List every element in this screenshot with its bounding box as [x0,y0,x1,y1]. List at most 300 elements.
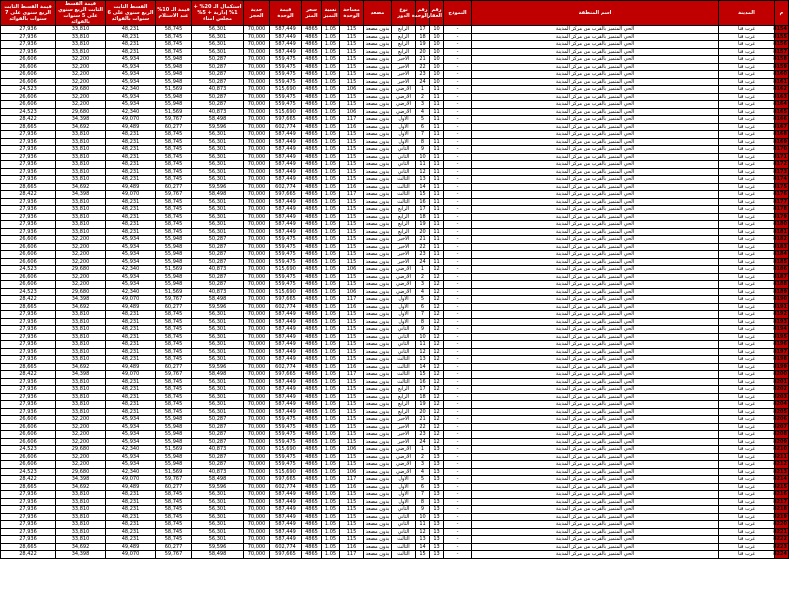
cell-unit-number[interactable]: 23 [416,71,430,79]
cell-city[interactable]: غرب قنا [719,266,775,274]
cell-completion-20pct[interactable]: 40,873 [192,446,244,454]
cell-elevator[interactable]: بدون مصعد [364,131,392,139]
cell-booking-deposit[interactable]: 70,000 [244,183,270,191]
cell-installment-7y[interactable]: 27,936 [1,221,56,229]
cell-installment-5y[interactable]: 33,810 [56,198,106,206]
cell-unit-number[interactable]: 6 [416,303,430,311]
cell-installment-6y[interactable]: 48,231 [106,536,156,544]
cell-unit-number[interactable]: 10 [416,513,430,521]
cell-completion-20pct[interactable]: 56,301 [192,48,244,56]
cell-unit-value[interactable]: 587,449 [270,401,302,409]
cell-model[interactable]: - [444,131,472,139]
cell-installment-6y[interactable]: 42,340 [106,468,156,476]
cell-building-number[interactable]: 10 [430,71,444,79]
cell-serial[interactable]: 8157 [773,48,787,55]
cell-premium-ratio[interactable]: 1.05 [322,221,340,229]
cell-serial[interactable]: 8179 [773,213,787,220]
cell-model[interactable]: - [444,356,472,364]
cell-serial[interactable]: 8187 [773,273,787,280]
cell-installment-7y[interactable]: 26,606 [1,423,56,431]
cell-unit-area[interactable]: 115 [340,378,364,386]
cell-unit-value[interactable]: 597,665 [270,116,302,124]
cell-unit-number[interactable]: 6 [416,483,430,491]
cell-completion-20pct[interactable]: 56,301 [192,146,244,154]
cell-installment-5y[interactable]: 34,692 [56,303,106,311]
cell-on-delivery-10pct[interactable]: 58,745 [156,386,192,394]
cell-installment-5y[interactable]: 33,810 [56,528,106,536]
cell-model[interactable]: - [444,393,472,401]
cell-booking-deposit[interactable]: 70,000 [244,468,270,476]
cell-meter-price[interactable]: 4865 [302,123,322,131]
cell-model[interactable]: - [444,258,472,266]
cell-serial[interactable]: 8159 [773,63,787,70]
cell-meter-price[interactable]: 4865 [302,138,322,146]
cell-unit-value[interactable]: 602,774 [270,543,302,551]
cell-zone-name[interactable]: الحي المتميز بالقرب من مركز المدينة [472,123,719,131]
cell-unit-number[interactable]: 22 [416,63,430,71]
cell-completion-20pct[interactable]: 58,498 [192,191,244,199]
cell-installment-7y[interactable]: 28,422 [1,371,56,379]
cell-completion-20pct[interactable]: 56,301 [192,393,244,401]
cell-booking-deposit[interactable]: 70,000 [244,453,270,461]
cell-elevator[interactable]: بدون مصعد [364,258,392,266]
cell-installment-7y[interactable]: 27,936 [1,386,56,394]
cell-model[interactable]: - [444,483,472,491]
cell-unit-value[interactable]: 559,475 [270,236,302,244]
cell-unit-value[interactable]: 587,449 [270,491,302,499]
cell-installment-7y[interactable]: 27,936 [1,491,56,499]
cell-unit-number[interactable]: 24 [416,258,430,266]
cell-unit-number[interactable]: 3 [416,281,430,289]
cell-completion-20pct[interactable]: 40,873 [192,86,244,94]
cell-premium-ratio[interactable]: 1.05 [322,393,340,401]
cell-serial[interactable]: 8199 [773,363,787,370]
cell-installment-6y[interactable]: 48,231 [106,378,156,386]
cell-unit-number[interactable]: 18 [416,213,430,221]
cell-premium-ratio[interactable]: 1.05 [322,401,340,409]
cell-unit-value[interactable]: 587,449 [270,311,302,319]
cell-on-delivery-10pct[interactable]: 60,277 [156,123,192,131]
cell-floor-type[interactable]: الرابع [392,408,416,416]
cell-premium-ratio[interactable]: 1.05 [322,416,340,424]
cell-installment-6y[interactable]: 49,489 [106,543,156,551]
cell-booking-deposit[interactable]: 70,000 [244,461,270,469]
cell-meter-price[interactable]: 4865 [302,296,322,304]
cell-unit-value[interactable]: 587,449 [270,513,302,521]
cell-floor-type[interactable]: الأول [392,491,416,499]
cell-elevator[interactable]: بدون مصعد [364,236,392,244]
cell-unit-area[interactable]: 115 [340,423,364,431]
cell-elevator[interactable]: بدون مصعد [364,326,392,334]
cell-zone-name[interactable]: الحي المتميز بالقرب من مركز المدينة [472,63,719,71]
cell-elevator[interactable]: بدون مصعد [364,491,392,499]
cell-on-delivery-10pct[interactable]: 55,948 [156,258,192,266]
cell-unit-value[interactable]: 587,449 [270,228,302,236]
cell-meter-price[interactable]: 4865 [302,63,322,71]
cell-installment-5y[interactable]: 32,200 [56,438,106,446]
cell-model[interactable]: - [444,378,472,386]
cell-building-number[interactable]: 12 [430,296,444,304]
cell-completion-20pct[interactable]: 40,873 [192,266,244,274]
cell-floor-type[interactable]: الأرضي [392,453,416,461]
cell-meter-price[interactable]: 4865 [302,258,322,266]
cell-unit-value[interactable]: 587,449 [270,33,302,41]
cell-installment-7y[interactable]: 26,606 [1,56,56,64]
cell-elevator[interactable]: بدون مصعد [364,56,392,64]
cell-unit-area[interactable]: 106 [340,266,364,274]
cell-installment-6y[interactable]: 49,489 [106,123,156,131]
cell-serial[interactable]: 8215 [773,483,787,490]
cell-serial[interactable]: 8180 [773,221,787,227]
cell-on-delivery-10pct[interactable]: 58,745 [156,521,192,529]
cell-installment-7y[interactable]: 27,936 [1,153,56,161]
cell-on-delivery-10pct[interactable]: 59,767 [156,191,192,199]
cell-unit-value[interactable]: 559,475 [270,258,302,266]
cell-meter-price[interactable]: 4865 [302,116,322,124]
cell-unit-number[interactable]: 8 [416,498,430,506]
cell-unit-number[interactable]: 10 [416,153,430,161]
cell-installment-7y[interactable]: 27,936 [1,348,56,356]
cell-floor-type[interactable]: الأرضي [392,266,416,274]
cell-meter-price[interactable]: 4865 [302,176,322,184]
cell-premium-ratio[interactable]: 1.05 [322,476,340,484]
cell-completion-20pct[interactable]: 56,301 [192,213,244,221]
cell-installment-7y[interactable]: 26,606 [1,93,56,101]
cell-premium-ratio[interactable]: 1.05 [322,521,340,529]
cell-installment-7y[interactable]: 28,665 [1,543,56,551]
cell-model[interactable]: - [444,453,472,461]
cell-elevator[interactable]: بدون مصعد [364,41,392,49]
cell-building-number[interactable]: 11 [430,243,444,251]
cell-zone-name[interactable]: الحي المتميز بالقرب من مركز المدينة [472,281,719,289]
cell-model[interactable]: - [444,78,472,86]
cell-installment-5y[interactable]: 33,810 [56,536,106,544]
cell-booking-deposit[interactable]: 70,000 [244,191,270,199]
cell-model[interactable]: - [444,281,472,289]
cell-unit-number[interactable]: 11 [416,521,430,529]
cell-building-number[interactable]: 13 [430,513,444,521]
cell-zone-name[interactable]: الحي المتميز بالقرب من مركز المدينة [472,71,719,79]
cell-elevator[interactable]: بدون مصعد [364,86,392,94]
cell-city[interactable]: غرب قنا [719,446,775,454]
cell-installment-7y[interactable]: 26,606 [1,243,56,251]
cell-elevator[interactable]: بدون مصعد [364,528,392,536]
cell-floor-type[interactable]: الثاني [392,348,416,356]
cell-floor-type[interactable]: الأخير [392,431,416,439]
cell-unit-number[interactable]: 4 [416,468,430,476]
cell-completion-20pct[interactable]: 50,287 [192,71,244,79]
cell-on-delivery-10pct[interactable]: 51,569 [156,86,192,94]
cell-zone-name[interactable]: الحي المتميز بالقرب من مركز المدينة [472,78,719,86]
cell-on-delivery-10pct[interactable]: 58,745 [156,153,192,161]
cell-model[interactable]: - [444,251,472,259]
cell-unit-number[interactable]: 9 [416,326,430,334]
cell-installment-7y[interactable]: 27,936 [1,333,56,341]
cell-installment-7y[interactable]: 28,665 [1,483,56,491]
cell-on-delivery-10pct[interactable]: 59,767 [156,116,192,124]
cell-installment-7y[interactable]: 27,936 [1,536,56,544]
cell-unit-area[interactable]: 115 [340,453,364,461]
cell-installment-7y[interactable]: 28,665 [1,183,56,191]
cell-serial[interactable]: 8158 [773,56,787,62]
cell-unit-value[interactable]: 559,475 [270,453,302,461]
cell-booking-deposit[interactable]: 70,000 [244,341,270,349]
cell-completion-20pct[interactable]: 50,287 [192,281,244,289]
cell-installment-5y[interactable]: 32,200 [56,273,106,281]
cell-elevator[interactable]: بدون مصعد [364,281,392,289]
cell-meter-price[interactable]: 4865 [302,521,322,529]
cell-model[interactable]: - [444,536,472,544]
cell-unit-area[interactable]: 115 [340,536,364,544]
cell-unit-number[interactable]: 12 [416,168,430,176]
cell-city[interactable]: غرب قنا [719,543,775,551]
cell-installment-5y[interactable]: 32,200 [56,461,106,469]
cell-installment-6y[interactable]: 48,231 [106,153,156,161]
cell-city[interactable]: غرب قنا [719,33,775,41]
cell-booking-deposit[interactable]: 70,000 [244,266,270,274]
cell-zone-name[interactable]: الحي المتميز بالقرب من مركز المدينة [472,423,719,431]
cell-installment-5y[interactable]: 33,810 [56,213,106,221]
cell-model[interactable]: - [444,198,472,206]
cell-unit-area[interactable]: 115 [340,258,364,266]
cell-meter-price[interactable]: 4865 [302,161,322,169]
cell-building-number[interactable]: 13 [430,453,444,461]
cell-serial[interactable]: 8194 [773,326,787,332]
cell-completion-20pct[interactable]: 56,301 [192,378,244,386]
cell-installment-7y[interactable]: 28,422 [1,191,56,199]
cell-premium-ratio[interactable]: 1.05 [322,116,340,124]
cell-installment-7y[interactable]: 26,606 [1,416,56,424]
cell-unit-value[interactable]: 587,449 [270,213,302,221]
cell-meter-price[interactable]: 4865 [302,191,322,199]
cell-completion-20pct[interactable]: 50,287 [192,78,244,86]
cell-installment-5y[interactable]: 34,398 [56,551,106,559]
cell-floor-type[interactable]: الرابع [392,386,416,394]
cell-floor-type[interactable]: الثاني [392,528,416,536]
cell-zone-name[interactable]: الحي المتميز بالقرب من مركز المدينة [472,416,719,424]
cell-serial[interactable]: 8154 [773,26,787,32]
cell-unit-number[interactable]: 8 [416,138,430,146]
cell-building-number[interactable]: 10 [430,78,444,86]
cell-installment-5y[interactable]: 33,810 [56,48,106,56]
cell-serial[interactable]: 8210 [773,446,787,452]
cell-premium-ratio[interactable]: 1.05 [322,483,340,491]
cell-premium-ratio[interactable]: 1.05 [322,551,340,559]
cell-unit-area[interactable]: 115 [340,56,364,64]
cell-completion-20pct[interactable]: 56,301 [192,341,244,349]
cell-meter-price[interactable]: 4865 [302,378,322,386]
cell-city[interactable]: غرب قنا [719,213,775,221]
cell-unit-value[interactable]: 587,449 [270,176,302,184]
cell-installment-7y[interactable]: 27,936 [1,131,56,139]
cell-floor-type[interactable]: الثالث [392,176,416,184]
cell-installment-6y[interactable]: 42,340 [106,86,156,94]
cell-unit-number[interactable]: 5 [416,476,430,484]
cell-booking-deposit[interactable]: 70,000 [244,251,270,259]
cell-elevator[interactable]: بدون مصعد [364,266,392,274]
cell-meter-price[interactable]: 4865 [302,71,322,79]
cell-installment-5y[interactable]: 33,810 [56,356,106,364]
cell-city[interactable]: غرب قنا [719,303,775,311]
cell-zone-name[interactable]: الحي المتميز بالقرب من مركز المدينة [472,243,719,251]
cell-unit-area[interactable]: 106 [340,468,364,476]
cell-model[interactable]: - [444,108,472,116]
cell-unit-value[interactable]: 587,449 [270,153,302,161]
cell-unit-number[interactable]: 18 [416,33,430,41]
cell-serial[interactable]: 8201 [773,378,787,385]
cell-on-delivery-10pct[interactable]: 55,948 [156,71,192,79]
cell-on-delivery-10pct[interactable]: 58,745 [156,318,192,326]
cell-unit-number[interactable]: 24 [416,438,430,446]
cell-elevator[interactable]: بدون مصعد [364,78,392,86]
cell-building-number[interactable]: 13 [430,446,444,454]
cell-city[interactable]: غرب قنا [719,476,775,484]
cell-building-number[interactable]: 13 [430,468,444,476]
cell-on-delivery-10pct[interactable]: 55,948 [156,438,192,446]
cell-completion-20pct[interactable]: 50,287 [192,461,244,469]
cell-premium-ratio[interactable]: 1.05 [322,138,340,146]
cell-building-number[interactable]: 11 [430,116,444,124]
cell-floor-type[interactable]: الأول [392,116,416,124]
cell-installment-6y[interactable]: 45,934 [106,101,156,109]
cell-completion-20pct[interactable]: 56,301 [192,356,244,364]
cell-on-delivery-10pct[interactable]: 55,948 [156,281,192,289]
cell-installment-6y[interactable]: 48,231 [106,221,156,229]
cell-serial[interactable]: 8185 [773,258,787,265]
cell-city[interactable]: غرب قنا [719,131,775,139]
cell-meter-price[interactable]: 4865 [302,108,322,116]
cell-completion-20pct[interactable]: 56,301 [192,528,244,536]
cell-building-number[interactable]: 12 [430,416,444,424]
cell-installment-5y[interactable]: 33,810 [56,393,106,401]
cell-model[interactable]: - [444,146,472,154]
cell-serial[interactable]: 8193 [773,318,787,325]
cell-serial[interactable]: 8160 [773,71,787,77]
cell-on-delivery-10pct[interactable]: 58,745 [156,528,192,536]
cell-installment-5y[interactable]: 32,200 [56,78,106,86]
cell-building-number[interactable]: 11 [430,168,444,176]
cell-premium-ratio[interactable]: 1.05 [322,513,340,521]
cell-unit-area[interactable]: 115 [340,491,364,499]
cell-zone-name[interactable]: الحي المتميز بالقرب من مركز المدينة [472,431,719,439]
cell-city[interactable]: غرب قنا [719,123,775,131]
cell-unit-value[interactable]: 559,475 [270,281,302,289]
cell-booking-deposit[interactable]: 70,000 [244,221,270,229]
cell-unit-value[interactable]: 587,449 [270,498,302,506]
cell-zone-name[interactable]: الحي المتميز بالقرب من مركز المدينة [472,513,719,521]
cell-serial[interactable]: 8190 [773,296,787,302]
cell-installment-5y[interactable]: 29,680 [56,86,106,94]
cell-city[interactable]: غرب قنا [719,333,775,341]
cell-unit-area[interactable]: 115 [340,138,364,146]
cell-completion-20pct[interactable]: 50,287 [192,431,244,439]
cell-meter-price[interactable]: 4865 [302,326,322,334]
cell-booking-deposit[interactable]: 70,000 [244,296,270,304]
cell-completion-20pct[interactable]: 56,301 [192,506,244,514]
cell-city[interactable]: غرب قنا [719,273,775,281]
cell-elevator[interactable]: بدون مصعد [364,423,392,431]
cell-installment-6y[interactable]: 48,231 [106,176,156,184]
cell-booking-deposit[interactable]: 70,000 [244,228,270,236]
cell-floor-type[interactable]: الثالث [392,356,416,364]
cell-on-delivery-10pct[interactable]: 58,745 [156,333,192,341]
cell-installment-5y[interactable]: 32,200 [56,236,106,244]
cell-unit-value[interactable]: 587,449 [270,341,302,349]
cell-unit-number[interactable]: 1 [416,266,430,274]
cell-installment-6y[interactable]: 48,231 [106,521,156,529]
cell-city[interactable]: غرب قنا [719,318,775,326]
cell-elevator[interactable]: بدون مصعد [364,311,392,319]
cell-floor-type[interactable]: الأرضي [392,86,416,94]
cell-city[interactable]: غرب قنا [719,386,775,394]
cell-unit-area[interactable]: 116 [340,123,364,131]
cell-premium-ratio[interactable]: 1.05 [322,356,340,364]
cell-model[interactable]: - [444,183,472,191]
cell-elevator[interactable]: بدون مصعد [364,371,392,379]
cell-floor-type[interactable]: الرابع [392,41,416,49]
cell-floor-type[interactable]: الأخير [392,78,416,86]
cell-unit-value[interactable]: 559,475 [270,438,302,446]
cell-completion-20pct[interactable]: 40,873 [192,108,244,116]
cell-floor-type[interactable]: الأول [392,123,416,131]
cell-building-number[interactable]: 12 [430,273,444,281]
cell-unit-area[interactable]: 115 [340,236,364,244]
cell-completion-20pct[interactable]: 59,596 [192,303,244,311]
cell-unit-value[interactable]: 559,475 [270,273,302,281]
cell-meter-price[interactable]: 4865 [302,491,322,499]
cell-unit-number[interactable]: 19 [416,221,430,229]
cell-premium-ratio[interactable]: 1.05 [322,78,340,86]
cell-on-delivery-10pct[interactable]: 58,745 [156,198,192,206]
cell-completion-20pct[interactable]: 56,301 [192,536,244,544]
cell-city[interactable]: غرب قنا [719,363,775,371]
cell-unit-number[interactable]: 16 [416,198,430,206]
cell-serial[interactable]: 8197 [773,348,787,355]
cell-unit-area[interactable]: 115 [340,408,364,416]
cell-on-delivery-10pct[interactable]: 59,767 [156,296,192,304]
cell-building-number[interactable]: 12 [430,356,444,364]
cell-installment-7y[interactable]: 27,936 [1,213,56,221]
cell-on-delivery-10pct[interactable]: 60,277 [156,363,192,371]
cell-installment-6y[interactable]: 42,340 [106,446,156,454]
cell-booking-deposit[interactable]: 70,000 [244,536,270,544]
cell-on-delivery-10pct[interactable]: 58,745 [156,536,192,544]
cell-booking-deposit[interactable]: 70,000 [244,236,270,244]
cell-installment-6y[interactable]: 45,934 [106,453,156,461]
cell-booking-deposit[interactable]: 70,000 [244,41,270,49]
cell-booking-deposit[interactable]: 70,000 [244,71,270,79]
cell-premium-ratio[interactable]: 1.05 [322,33,340,41]
cell-premium-ratio[interactable]: 1.05 [322,438,340,446]
cell-meter-price[interactable]: 4865 [302,303,322,311]
cell-unit-area[interactable]: 115 [340,281,364,289]
cell-meter-price[interactable]: 4865 [302,48,322,56]
cell-elevator[interactable]: بدون مصعد [364,356,392,364]
cell-unit-value[interactable]: 515,690 [270,446,302,454]
cell-installment-5y[interactable]: 34,398 [56,296,106,304]
cell-building-number[interactable]: 11 [430,198,444,206]
cell-floor-type[interactable]: الثالث [392,551,416,559]
cell-zone-name[interactable]: الحي المتميز بالقرب من مركز المدينة [472,26,719,34]
cell-meter-price[interactable]: 4865 [302,206,322,214]
cell-installment-6y[interactable]: 48,231 [106,401,156,409]
cell-model[interactable]: - [444,86,472,94]
cell-on-delivery-10pct[interactable]: 58,745 [156,48,192,56]
cell-meter-price[interactable]: 4865 [302,236,322,244]
cell-unit-value[interactable]: 602,774 [270,363,302,371]
cell-installment-7y[interactable]: 27,936 [1,228,56,236]
cell-floor-type[interactable]: الثالث [392,371,416,379]
